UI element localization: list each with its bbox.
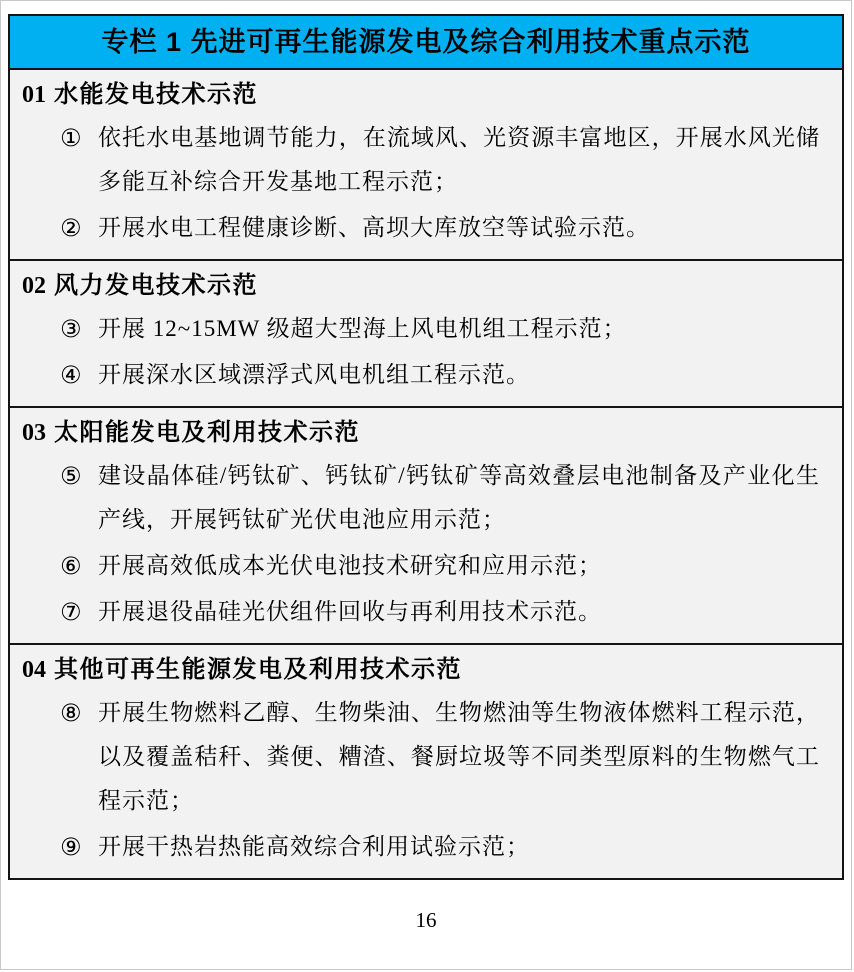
item-marker: ⑥ [60, 552, 82, 580]
section [10, 259, 842, 406]
item-text: 开展水电工程健康诊断、高坝大库放空等试验示范。 [98, 215, 650, 240]
section-number: 02 [22, 273, 46, 299]
box-body [10, 70, 842, 878]
list-item [10, 353, 842, 397]
section-title-text: 风力发电技术示范 [54, 273, 258, 299]
section-number: 04 [22, 657, 46, 683]
column-box [8, 14, 844, 880]
item-text: 开展高效低成本光伏电池技术研究和应用示范； [98, 553, 602, 578]
section-title-text: 水能发电技术示范 [54, 82, 258, 108]
section [10, 70, 842, 259]
item-text: 开展 12~15MW 级超大型海上风电机组工程示范； [98, 316, 627, 341]
list-item [10, 691, 842, 823]
item-text: 开展干热岩热能高效综合利用试验示范； [98, 834, 530, 859]
section-title [10, 267, 842, 305]
list-item [10, 590, 842, 634]
box-title: 专栏 1 先进可再生能源发电及综合利用技术重点示范 [10, 16, 842, 70]
item-marker: ⑧ [60, 699, 82, 727]
section-title-text: 其他可再生能源发电及利用技术示范 [54, 657, 462, 683]
section-number: 01 [22, 82, 46, 108]
list-item [10, 544, 842, 588]
section-title [10, 76, 842, 114]
item-text: 开展生物燃料乙醇、生物柴油、生物燃油等生物液体燃料工程示范，以及覆盖秸秆、粪便、糟渣、餐厨垃圾等不同类型原料的生物燃气工程示范； [98, 700, 820, 813]
item-marker: ③ [60, 315, 82, 343]
section-number: 03 [22, 420, 46, 446]
list-item [10, 116, 842, 204]
section-title [10, 651, 842, 689]
page-number: 16 [415, 908, 437, 932]
list-item [10, 825, 842, 869]
section [10, 643, 842, 878]
list-item [10, 206, 842, 250]
item-marker: ① [60, 124, 82, 152]
item-text: 开展深水区域漂浮式风电机组工程示范。 [98, 362, 530, 387]
item-marker: ⑤ [60, 462, 82, 490]
section-title-text: 太阳能发电及利用技术示范 [54, 420, 360, 446]
item-marker: ⑨ [60, 833, 82, 861]
item-text: 建设晶体硅/钙钛矿、钙钛矿/钙钛矿等高效叠层电池制备及产业化生产线，开展钙钛矿光伏电池应用示范； [98, 463, 820, 532]
list-item [10, 307, 842, 351]
list-item [10, 454, 842, 542]
item-marker: ② [60, 214, 82, 242]
item-marker: ④ [60, 361, 82, 389]
item-marker: ⑦ [60, 598, 82, 626]
section [10, 406, 842, 643]
item-text: 依托水电基地调节能力，在流域风、光资源丰富地区，开展水风光储多能互补综合开发基地工程示范； [98, 125, 820, 194]
item-text: 开展退役晶硅光伏组件回收与再利用技术示范。 [98, 599, 602, 624]
section-title [10, 414, 842, 452]
